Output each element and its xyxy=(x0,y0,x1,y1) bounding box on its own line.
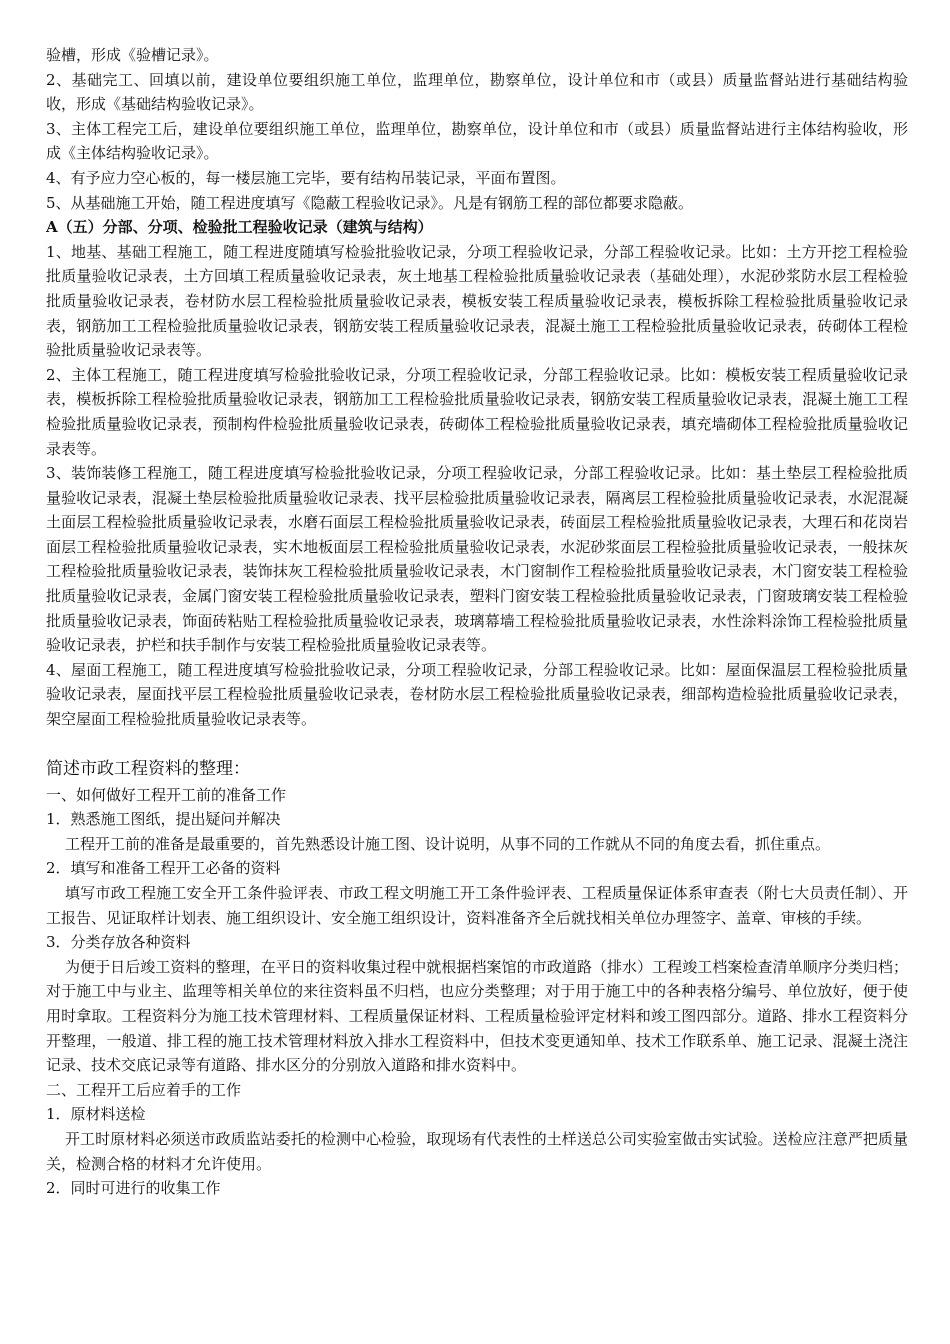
paragraph: 4、屋面工程施工，随工程进度填写检验批验收记录，分项工程验收记录，分部工程验收记录。比如：屋面保温层工程检验批质量验收记录表，屋面找平层工程检验批质量验收记录表，卷材防水层工程检验批质量验收记录表，细部构造检验批质量验收记录表，架空屋面工程检验批质量验收记录表等。 xyxy=(46,660,908,729)
section-heading: A（五）分部、分项、检验批工程验收记录（建筑与结构） xyxy=(46,218,433,237)
paragraph: 3、主体工程完工后，建设单位要组织施工单位，监理单位，勘察单位，设计单位和市（或县）质量监督站进行主体结构验收，形成《主体结构验收记录》。 xyxy=(46,119,908,163)
subheading: 3．分类存放各种资料 xyxy=(46,933,191,952)
paragraph: 4、有予应力空心板的，每一楼层施工完毕，要有结构吊装记录，平面布置图。 xyxy=(46,168,566,187)
paragraph: 开工时原材料必须送市政质监站委托的检测中心检验，取现场有代表性的土样送总公司实验室做击实试验。送检应注意严把质量关，检测合格的材料才允许使用。 xyxy=(46,1129,908,1173)
paragraph: 2、基础完工、回填以前，建设单位要组织施工单位，监理单位，勘察单位，设计单位和市（或县）质量监督站进行基础结构验收，形成《基础结构验收记录》。 xyxy=(46,70,908,114)
section-title: 简述市政工程资料的整理： xyxy=(46,758,250,779)
subheading: 1．原材料送检 xyxy=(46,1105,146,1124)
paragraph: 3、装饰装修工程施工，随工程进度填写检验批验收记录，分项工程验收记录，分部工程验收记录。比如：基土垫层工程检验批质量验收记录表，混凝土垫层检验批质量验收记录表、找平层检验批质量验收记录表，隔离层工程检验批质量验收记录表，水泥混凝土面层工程检验批质量验收记录表，水磨石面层工程检验批质量验收记录表，砖面层工程检验批质量验收记录表，大理石和花岗岩面层工程检验批质量验收记录表，实木地板面层工程检验批质量验收记录表，水泥砂浆面层工程检验批质量验收记录表，一般抹灰工程检验批质量验收记录表，装饰抹灰工程检验批质量验收记录表，木门窗制作工程检验批质量验收记录表，木门窗安装工程检验批质量验收记录表，金属门窗安装工程检验批质量验收记录表，塑料门窗安装工程检验批质量验收记录表，门窗玻璃安装工程检验批质量验收记录表，饰面砖粘贴工程检验批质量验收记录表，玻璃幕墙工程检验批质量验收记录表，水性涂料涂饰工程检验批质量验收记录表，护栏和扶手制作与安装工程检验批质量验收记录表等。 xyxy=(46,464,908,655)
subheading: 一、如何做好工程开工前的准备工作 xyxy=(46,785,287,804)
paragraph: 5、从基础施工开始，随工程进度填写《隐蔽工程验收记录》。凡是有钢筋工程的部位都要求隐蔽。 xyxy=(46,193,694,212)
paragraph: 验槽，形成《验槽记录》。 xyxy=(46,46,219,64)
paragraph: 工程开工前的准备是最重要的，首先熟悉设计施工图、设计说明，从事不同的工作就从不同的角度去看，抓住重点。 xyxy=(65,834,831,853)
subheading: 2．填写和准备工程开工必备的资料 xyxy=(46,859,281,878)
paragraph: 为便于日后竣工资料的整理，在平日的资料收集过程中就根据档案馆的市政道路（排水）工程竣工档案检查清单顺序分类归档；对于施工中与业主、监理等相关单位的来往资料虽不归档，也应分类整理；对于用于施工中的各种表格分编号、单位放好，便于使用时拿取。工程资料分为施工技术管理材料、工程质量保证材料、工程质量检验评定材料和竣工图四部分。道路、排水工程资料分开整理，一般道、排工程的施工技术管理材料放入排水工程资料中，但技术变更通知单、技术工作联系单、施工记录、混凝土浇注记录、技术交底记录等有道路、排水区分的分别放入道路和排水资料中。 xyxy=(46,957,908,1075)
subheading: 二、工程开工后应着手的工作 xyxy=(46,1080,242,1099)
paragraph: 2、主体工程施工，随工程进度填写检验批验收记录，分项工程验收记录，分部工程验收记录。比如：模板安装工程质量验收记录表，模板拆除工程检验批质量验收记录表，钢筋加工工程检验批质量验收记录表，钢筋安装工程质量验收记录表，混凝土施工工程检验批质量验收记录表，预制构件检验批质量验收记录表，砖砌体工程检验批质量验收记录表，填充墙砌体工程检验批质量验收记录表等。 xyxy=(46,365,908,458)
subheading: 1．熟悉施工图纸，提出疑问并解决 xyxy=(46,810,281,829)
subheading: 2．同时可进行的收集工作 xyxy=(46,1179,221,1198)
document-page xyxy=(46,43,908,1201)
spacer xyxy=(46,732,908,756)
paragraph: 1、地基、基础工程施工，随工程进度随填写检验批验收记录，分项工程验收记录，分部工程验收记录。比如：土方开挖工程检验批质量验收记录表，土方回填工程质量验收记录表，灰土地基工程检验批质量验收记录表（基础处理），水泥砂浆防水层工程检验批质量验收记录表，卷材防水层工程检验批质量验收记录表，模板安装工程质量验收记录表，模板拆除工程检验批质量验收记录表，钢筋加工工程检验批质量验收记录表，钢筋安装工程质量验收记录表，混凝土施工工程检验批质量验收记录表，砖砌体工程检验批质量验收记录表等。 xyxy=(46,242,908,360)
paragraph: 填写市政工程施工安全开工条件验评表、市政工程文明施工开工条件验评表、工程质量保证体系审查表（附七大员责任制）、开工报告、见证取样计划表、施工组织设计、安全施工组织设计，资料准备齐全后就找相关单位办理签字、盖章、审核的手续。 xyxy=(46,884,908,927)
